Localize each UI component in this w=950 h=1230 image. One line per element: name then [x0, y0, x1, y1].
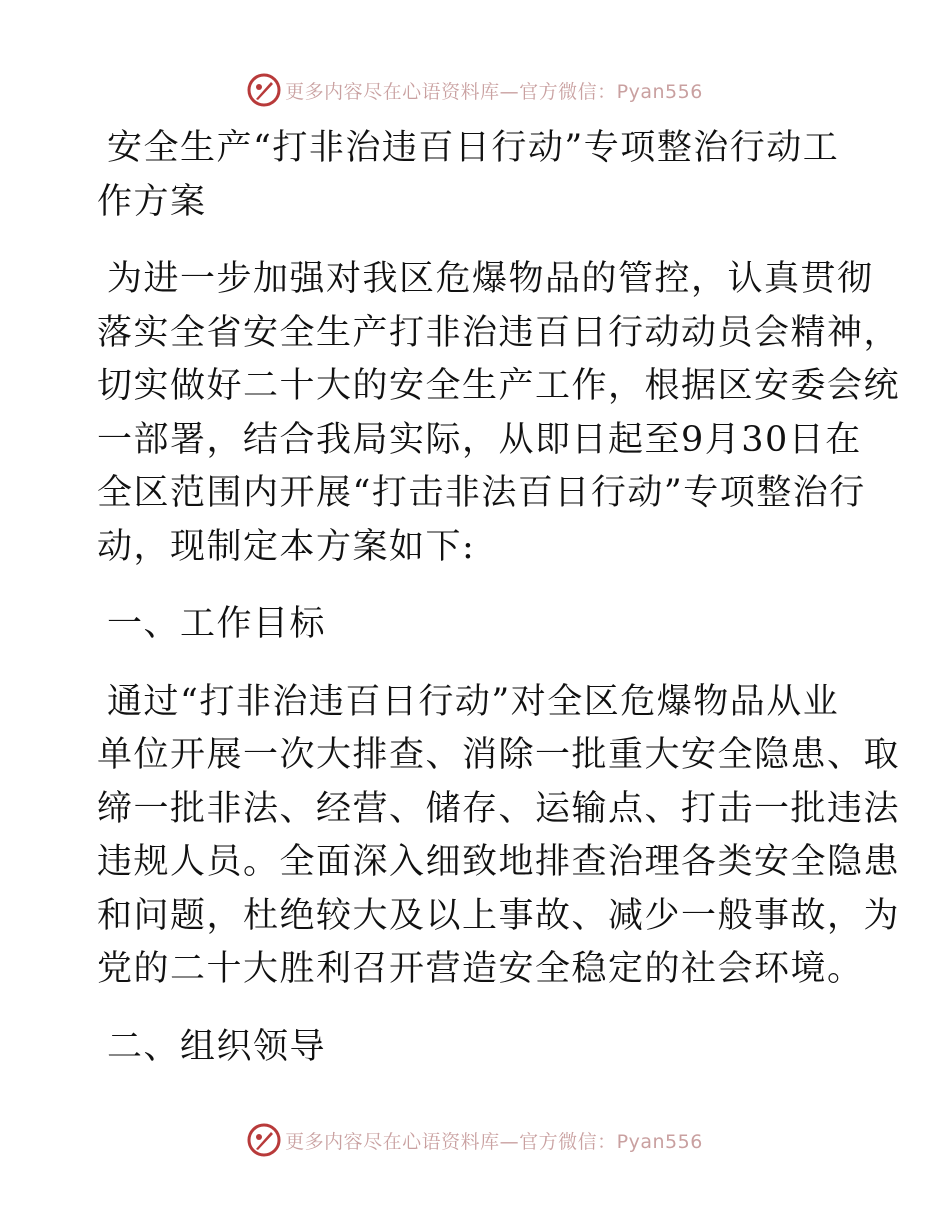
watermark-text: 更多内容尽在心语资料库—官方微信：Pyan556: [285, 1130, 703, 1153]
title-line: 作方案: [97, 181, 207, 222]
paragraph-line: 违规人员。全面深入细致地排查治理各类安全隐患: [97, 842, 901, 882]
paragraph-line: 切实做好二十大的安全生产工作，根据区安委会统: [97, 366, 901, 406]
paragraph-line: 全区范围内开展“打击非法百日行动”专项整治行: [97, 473, 866, 513]
paragraph-line: 党的二十大胜利召开营造安全稳定的社会环境。: [97, 949, 864, 989]
watermark-banner-bottom: [0, 1120, 950, 1160]
paragraph-line: 和问题，杜绝较大及以上事故、减少一般事故，为: [97, 895, 901, 936]
quill-logo-icon: [247, 73, 281, 107]
document-body: [97, 122, 901, 1074]
paragraph-line: 一部署，结合我局实际，从即日起至9月30日在: [97, 419, 862, 460]
title-line: 安全生产“打非治违百日行动”专项整治行动工: [107, 128, 840, 168]
paragraph-line: 落实全省安全生产打非治违百日行动动员会精神，: [97, 312, 901, 353]
quill-logo-icon: [247, 1123, 281, 1157]
paragraph-line: 通过“打非治违百日行动”对全区危爆物品从业: [107, 681, 840, 722]
paragraph-line: 动，现制定本方案如下:: [97, 526, 476, 567]
paragraph-line: 为进一步加强对我区危爆物品的管控，认真贯彻: [107, 259, 874, 299]
paragraph-line: 缔一批非法、经营、储存、运输点、打击一批违法: [97, 788, 901, 829]
section-heading: 一、工作目标: [107, 604, 327, 644]
watermark-text: 更多内容尽在心语资料库—官方微信：Pyan556: [285, 80, 703, 103]
section-heading: 二、组织领导: [107, 1026, 327, 1067]
watermark-banner-top: [0, 70, 950, 110]
paragraph-line: 单位开展一次大排查、消除一批重大安全隐患、取: [97, 735, 901, 775]
